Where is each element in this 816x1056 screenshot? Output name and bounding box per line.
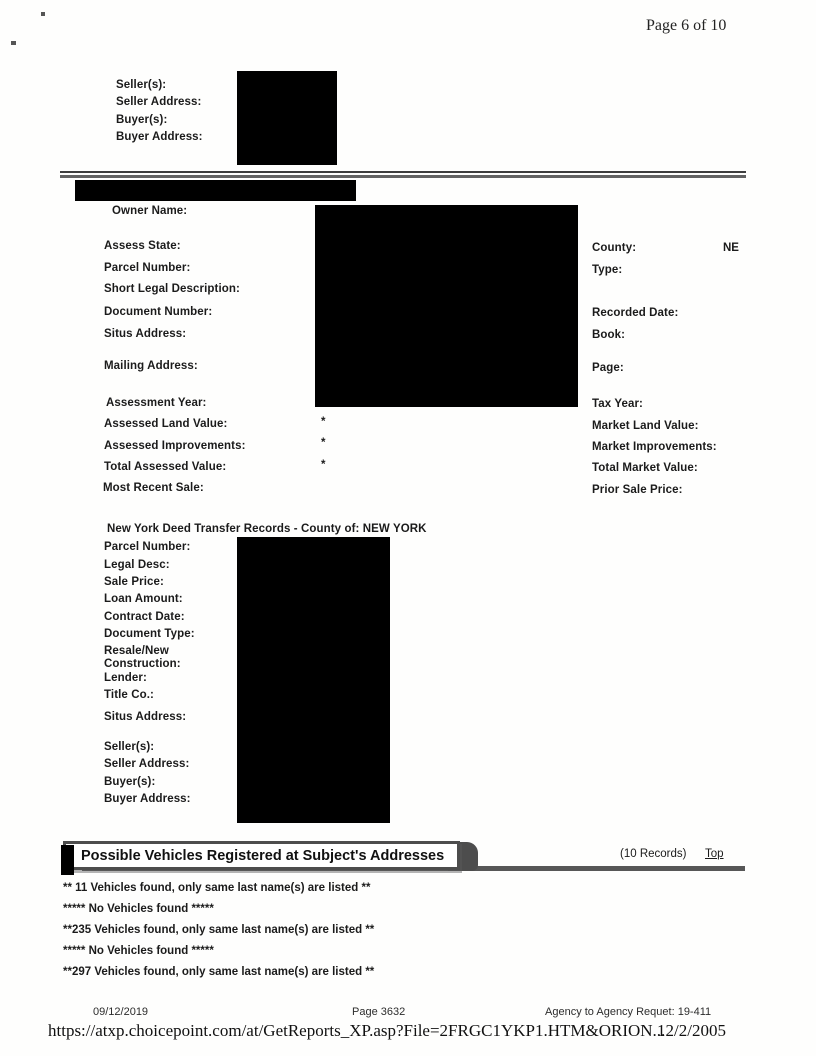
most-recent-sale-label: Most Recent Sale: — [103, 482, 204, 494]
deed-resale-new-label: Resale/New Construction: — [104, 645, 181, 670]
deed-loan-amount-label: Loan Amount: — [104, 593, 183, 605]
vehicles-section-title: Possible Vehicles Registered at Subject's Addresses — [81, 847, 445, 864]
owner-name-label: Owner Name: — [112, 205, 188, 217]
page-indicator: Page 6 of 10 — [646, 17, 727, 34]
footer-agency-request: Agency to Agency Requet: 19-411 — [545, 1006, 712, 1018]
vehicles-record-count: (10 Records) — [620, 848, 687, 860]
deed-buyer-address-label: Buyer Address: — [104, 793, 191, 805]
page-label: Page: — [592, 362, 624, 374]
assessed-improvements-label: Assessed Improvements: — [104, 440, 246, 452]
scan-speck — [11, 41, 16, 45]
redaction-box-property — [315, 205, 578, 407]
buyer-label: Buyer(s): — [116, 114, 168, 126]
county-label: County: — [592, 242, 637, 254]
section-divider — [60, 171, 746, 178]
market-land-label: Market Land Value: — [592, 420, 699, 432]
deed-lender-label: Lender: — [104, 672, 147, 684]
assessed-improvements-value: * — [321, 437, 326, 449]
buyer-address-label: Buyer Address: — [116, 131, 203, 143]
footer-browser-date: 12/2/2005 — [657, 1021, 726, 1040]
prior-sale-price-label: Prior Sale Price: — [592, 484, 683, 496]
assessed-land-value: * — [321, 416, 326, 428]
county-value: NE — [723, 242, 739, 254]
mailing-address-label: Mailing Address: — [104, 360, 198, 372]
vehicle-result-line: **235 Vehicles found, only same last name(s) are listed ** — [63, 924, 375, 936]
short-legal-desc-label: Short Legal Description: — [104, 283, 240, 295]
deed-seller-address-label: Seller Address: — [104, 758, 190, 770]
total-market-label: Total Market Value: — [592, 462, 698, 474]
seller-address-label: Seller Address: — [116, 96, 202, 108]
type-label: Type: — [592, 264, 623, 276]
assessment-year-label: Assessment Year: — [106, 397, 207, 409]
deed-legal-desc-label: Legal Desc: — [104, 559, 170, 571]
top-link[interactable]: Top — [705, 848, 724, 860]
deed-section-title: New York Deed Transfer Records - County of: NEW YORK — [107, 523, 427, 535]
deed-parcel-number-label: Parcel Number: — [104, 541, 191, 553]
deed-title-co-label: Title Co.: — [104, 689, 154, 701]
vehicle-result-line: ***** No Vehicles found ***** — [63, 903, 214, 915]
recorded-date-label: Recorded Date: — [592, 307, 679, 319]
book-label: Book: — [592, 329, 626, 341]
footer-print-date: 09/12/2019 — [93, 1006, 149, 1018]
footer-page-number: Page 3632 — [352, 1006, 406, 1018]
total-assessed-value: * — [321, 459, 326, 471]
redaction-box-deed — [237, 537, 390, 823]
footer-url: https://atxp.choicepoint.com/at/GetReports_XP.asp?File=2FRGC1YKP1.HTM&ORION... — [48, 1021, 666, 1040]
vehicle-result-line: ***** No Vehicles found ***** — [63, 945, 214, 957]
deed-sale-price-label: Sale Price: — [104, 576, 164, 588]
situs-address-label: Situs Address: — [104, 328, 187, 340]
vehicle-result-line: ** 11 Vehicles found, only same last name(s) are listed ** — [63, 882, 371, 894]
deed-seller-label: Seller(s): — [104, 741, 155, 753]
scan-speck — [41, 12, 45, 16]
document-number-label: Document Number: — [104, 306, 213, 318]
vehicle-result-line: **297 Vehicles found, only same last name(s) are listed ** — [63, 966, 375, 978]
redaction-bar-section-title — [75, 180, 356, 201]
vehicles-section-header — [63, 841, 460, 870]
market-improvements-label: Market Improvements: — [592, 441, 717, 453]
assess-state-label: Assess State: — [104, 240, 181, 252]
tax-year-label: Tax Year: — [592, 398, 643, 410]
vehicles-tab-strip — [61, 845, 74, 875]
deed-document-type-label: Document Type: — [104, 628, 195, 640]
parcel-number-label: Parcel Number: — [104, 262, 191, 274]
deed-contract-date-label: Contract Date: — [104, 611, 185, 623]
seller-label: Seller(s): — [116, 79, 167, 91]
deed-situs-address-label: Situs Address: — [104, 711, 187, 723]
total-assessed-label: Total Assessed Value: — [104, 461, 227, 473]
assessed-land-label: Assessed Land Value: — [104, 418, 228, 430]
deed-buyer-label: Buyer(s): — [104, 776, 156, 788]
redaction-box — [237, 71, 337, 165]
